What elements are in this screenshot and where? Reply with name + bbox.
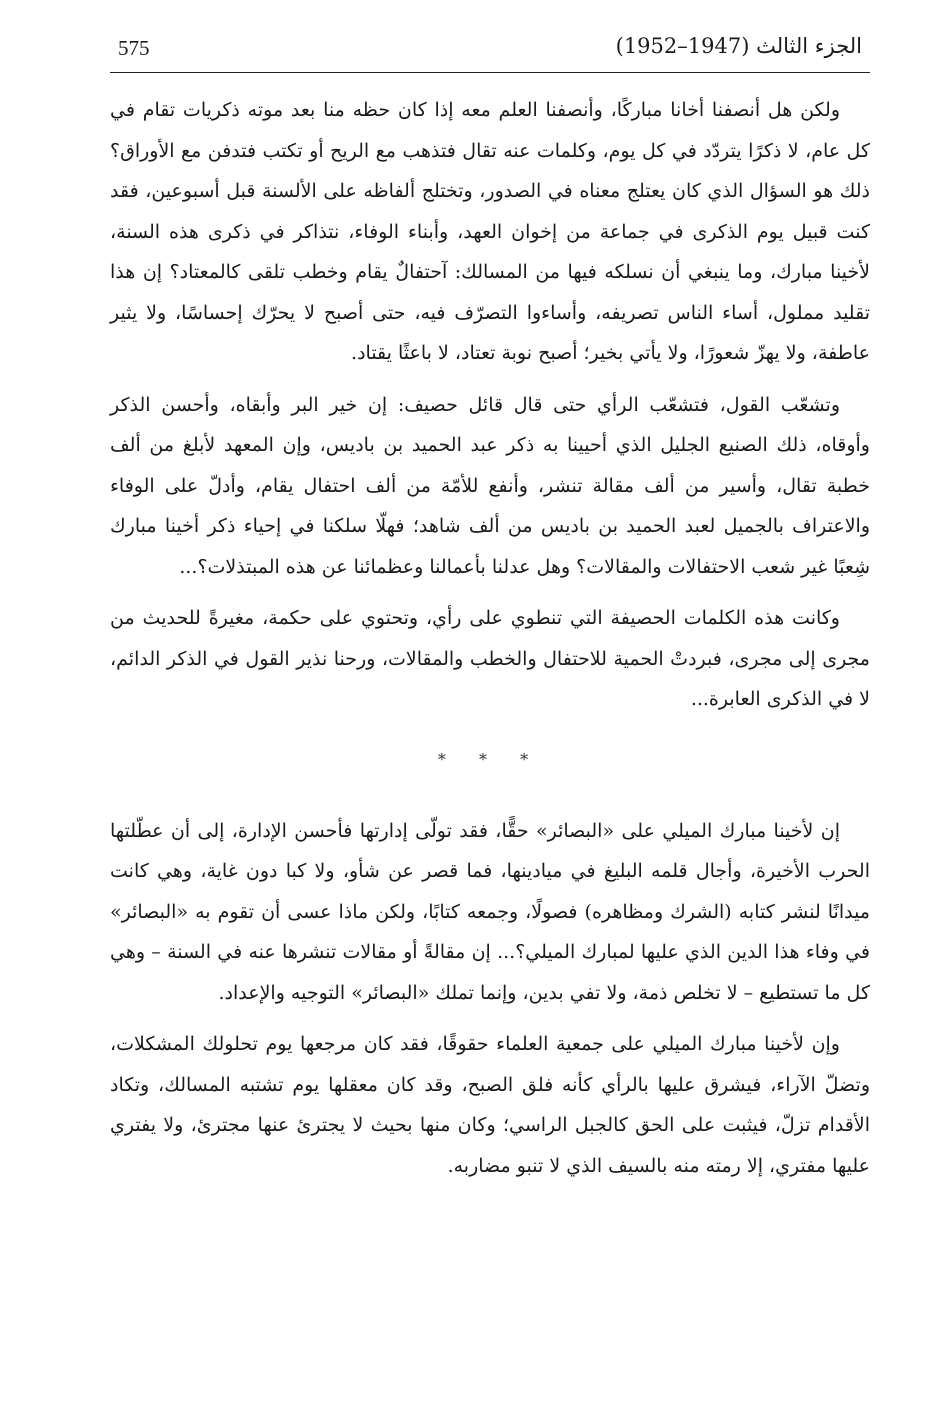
paragraph-5: وإن لأخينا مبارك الميلي على جمعية العلماء حقوقًا، فقد كان مرجعها يوم تحلولك المشكلات، وتضلّ الآراء، فيشرق عليها بالرأي كأنه فلق الصبح، وقد كان معقلها يوم تشتبه المسالك، وتكاد الأقدام تزلّ، فيثبت على الحق كالجبل الراسي؛ وكان منها بحيث لا يجترئ عنها مجترئ، ولا يفتري عليها مفتري، إلا رمته منه بالسيف الذي لا تنبو مضاربه. [110, 1033, 870, 1177]
page-number: 575 [118, 36, 150, 60]
page-header [110, 30, 870, 72]
running-head: الجزء الثالث (1947–1952) [615, 34, 862, 58]
paragraph-2: وتشعّب القول، فتشعّب الرأي حتى قال قائل حصيف: إن خير البر وأبقاه، وأحسن الذكر وأوقاه، ذلك الصنيع الجليل الذي أحيينا به ذكر عبد الحميد بن باديس، وإن المعهد لأبلغ من ألف خطبة تقال، وأسير من ألف مقالة تنشر، وأنفع للأمّة من ألف احتفال يقام، وأدلّ على الوفاء والاعتراف بالجميل لعبد الحميد بن باديس من ألف شاهد؛ فهلّا سلكنا في إحياء ذكر أخينا مبارك شِعبًا غير شعب الاحتفالات والمقالات؟ وهل عدلنا بأعمالنا وعظمائنا عن هذه المبتذلات؟... [110, 393, 871, 578]
paragraph-4: إن لأخينا مبارك الميلي على «البصائر» حقًّا، فقد تولّى إدارتها فأحسن الإدارة، إلى أن عطّلتها الحرب الأخيرة، وأجال قلمه البليغ في ميادينها، فما قصر عن شأو، ولا كبا دون غاية، وهي كانت ميدانًا لنشر كتابه (الشرك ومظاهره) فصولًا، وجمعه كتابًا، ولكن ماذا عسى أن تقوم به «البصائر» في وفاء هذا الدين الذي عليها لمبارك الميلي؟... إن مقالةً أو مقالات تنشرها عنه في السنة – وهي كل ما تستطيع – لا تخلص ذمة، ولا تفي بدين، وإنما تملك «البصائر» التوجيه والإعداد. [110, 819, 870, 1004]
section-separator: * * * [437, 749, 543, 769]
paragraph-1: ولكن هل أنصفنا أخانا مباركًا، وأنصفنا العلم معه إذا كان حظه منا بعد موته ذكريات تقام في كل عام، لا ذكرًا يتردّد في كل يوم، وكلمات عنه تقال فتذهب مع الريح أو تكتب فتدفن مع الأوراق؟ ذلك هو السؤال الذي كان يعتلج معناه في الصدور، وتختلج ألفاظه على الألسنة قبل أسبوعين، فقد كنت قبيل يوم الذكرى في جماعة من إخوان العهد، وأبناء الوفاء، نتذاكر في ذكرى هذه السنة، لأخينا مبارك، وما ينبغي أن نسلكه فيها من المسالك: آحتفالٌ يقام وخطب تلقى كالمعتاد؟ إن هذا تقليد مملول، أساء الناس تصريفه، وأساءوا التصرّف فيه، حتى أصبح لا يحرّك إحساسًا، ولا يثير عاطفة، ولا يهزّ شعورًا، ولا يأتي بخير؛ أصبح نوبة تعتاد، لا باعثًا يقتاد. [110, 99, 870, 364]
header-rule [110, 72, 870, 73]
paragraph-3: وكانت هذه الكلمات الحصيفة التي تنطوي على رأي، وتحتوي على حكمة، مغيرةً للحديث من مجرى إلى مجرى، فبردتْ الحمية للاحتفال والخطب والمقالات، ورحنا نذير القول في الذكر الدائم، لا في الذكرى العابرة... [110, 607, 870, 710]
page-body [110, 90, 870, 1197]
